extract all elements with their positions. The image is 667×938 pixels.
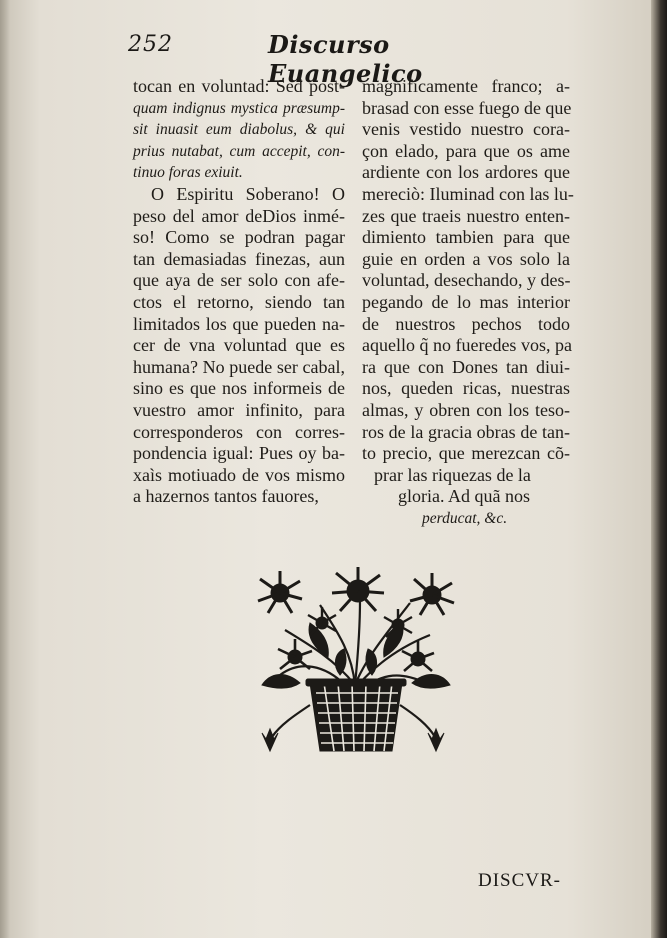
text-line: venis vestido nuestro cora-	[362, 119, 570, 140]
text-line: magnificamente franco; a-	[362, 76, 570, 96]
text-line: cer de vna voluntad que es	[133, 335, 345, 356]
text-line: to precio, que merezcan cõ-	[362, 443, 570, 464]
text-line: gloria. Ad quã nos	[398, 486, 530, 507]
text-line: peso del amor deDios inmé-	[133, 205, 345, 226]
text-line: pegando de lo mas interior	[362, 291, 570, 312]
text-line: nos, queden ricas, nuestras	[362, 378, 570, 399]
text-line: çon elado, para que os ame	[362, 140, 570, 161]
text-line: almas, y obren con los teso-	[362, 399, 570, 420]
text-line: ctos el retorno, siendo tan	[133, 291, 345, 312]
text-line: que aya de ser solo con afe-	[133, 270, 345, 291]
page-gutter	[651, 0, 667, 938]
text-line: de nuestros pechos todo	[362, 313, 570, 334]
text-line: sino es que nos informeis de	[133, 378, 345, 399]
right-text-column	[362, 76, 574, 529]
text-line: xaìs motiuado de vos mismo	[133, 464, 345, 485]
text-line: aquello q̃ no fueredes vos, pa	[362, 335, 572, 356]
text-line: vuestro amor infinito, para	[133, 399, 345, 420]
text-line: tocan en voluntad: Sed post-	[133, 76, 345, 96]
text-line: mereciò: Iluminad con las lu-	[362, 183, 574, 204]
text-line: ra que con Dones tan diui-	[362, 356, 570, 377]
running-title: Discurso Euangelico	[268, 30, 423, 88]
text-line: dimiento tambien para que	[362, 227, 570, 248]
text-line: ardiente con los ardores que	[362, 162, 570, 183]
text-line: prius nutabat, cum accepit, con-	[133, 142, 345, 160]
left-text-column	[133, 76, 345, 508]
text-line: tinuo foras exiuit.	[133, 164, 243, 182]
flower-basket-woodcut-icon	[240, 565, 470, 755]
text-line: a hazernos tantos fauores,	[133, 486, 319, 507]
page-fold-shadow	[0, 0, 10, 938]
text-line: limitados los que pueden na-	[133, 313, 345, 334]
text-line: zes que traeis nuestro enten-	[362, 205, 570, 226]
text-line: voluntad, desechando, y des-	[362, 270, 571, 291]
catchword: DISCVR-	[478, 870, 562, 891]
text-line: brasad con esse fuego de que	[362, 97, 572, 118]
text-line: corresponderos con corres-	[133, 421, 345, 442]
text-line: prar las riquezas de la	[374, 464, 531, 485]
page-number: 252	[128, 32, 173, 57]
text-line: perducat, &c.	[422, 509, 508, 527]
text-line: O Espiritu Soberano! O	[151, 183, 345, 204]
text-line: tan demasiadas finezas, aun	[133, 248, 345, 269]
text-line: guie en orden a vos solo la	[362, 248, 570, 269]
text-line: quam indignus mystica præsump-	[133, 99, 345, 117]
text-line: humana? No puede ser cabal,	[133, 356, 345, 377]
text-line: ros de la gracia obras de tan-	[362, 421, 570, 442]
text-line: sit inuasit eum diabolus, & qui	[133, 121, 345, 139]
text-line: pondencia igual: Pues oy ba-	[133, 443, 345, 464]
text-line: so! Como se podran pagar	[133, 227, 345, 248]
